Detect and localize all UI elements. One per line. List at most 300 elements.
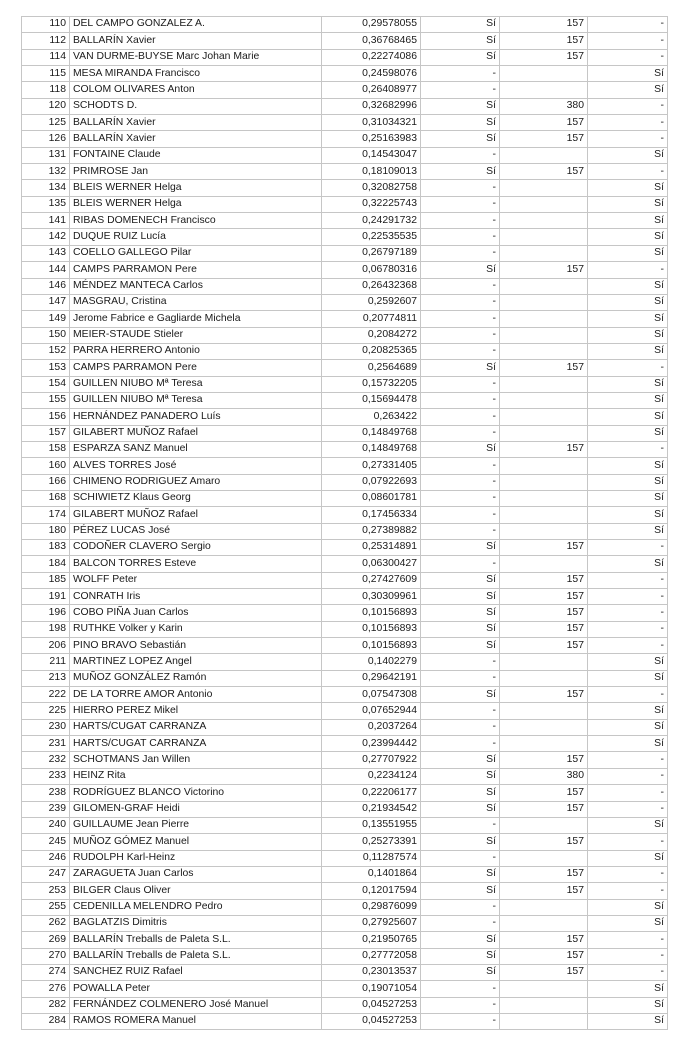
cell-name: HARTS/CUGAT CARRANZA — [70, 736, 322, 752]
cell-name: SCHOTMANS Jan Willen — [70, 752, 322, 768]
table-row — [22, 98, 668, 114]
cell-flag-a: - — [421, 82, 500, 98]
cell-id: 213 — [22, 670, 70, 686]
cell-value: 0,27389882 — [322, 523, 421, 539]
cell-code — [500, 294, 588, 310]
table-row — [22, 834, 668, 850]
table-row — [22, 1013, 668, 1029]
cell-value: 0,24291732 — [322, 213, 421, 229]
cell-name: BLEIS WERNER Helga — [70, 196, 322, 212]
cell-value: 0,22206177 — [322, 785, 421, 801]
cell-flag-a: - — [421, 1013, 500, 1029]
cell-name: GILABERT MUÑOZ Rafael — [70, 507, 322, 523]
table-row — [22, 327, 668, 343]
cell-flag-b: Sí — [588, 245, 668, 261]
cell-name: HEINZ Rita — [70, 768, 322, 784]
cell-flag-a: - — [421, 981, 500, 997]
cell-name: PINO BRAVO Sebastián — [70, 638, 322, 654]
cell-flag-a: - — [421, 556, 500, 572]
cell-id: 225 — [22, 703, 70, 719]
cell-flag-b: - — [588, 687, 668, 703]
cell-name: GILABERT MUÑOZ Rafael — [70, 425, 322, 441]
cell-id: 247 — [22, 866, 70, 882]
cell-value: 0,21950765 — [322, 932, 421, 948]
cell-flag-b: Sí — [588, 490, 668, 506]
cell-name: MÉNDEZ MANTECA Carlos — [70, 278, 322, 294]
cell-value: 0,31034321 — [322, 115, 421, 131]
cell-code — [500, 196, 588, 212]
cell-id: 196 — [22, 605, 70, 621]
cell-value: 0,1401864 — [322, 866, 421, 882]
cell-value: 0,36768465 — [322, 33, 421, 49]
cell-name: PÉREZ LUCAS José — [70, 523, 322, 539]
cell-value: 0,27427609 — [322, 572, 421, 588]
cell-flag-a: Sí — [421, 164, 500, 180]
cell-code — [500, 670, 588, 686]
cell-code: 157 — [500, 932, 588, 948]
cell-id: 222 — [22, 687, 70, 703]
cell-code: 157 — [500, 948, 588, 964]
cell-value: 0,29876099 — [322, 899, 421, 915]
cell-name: BALLARÍN Xavier — [70, 33, 322, 49]
table-row — [22, 981, 668, 997]
cell-flag-b: - — [588, 866, 668, 882]
cell-flag-a: - — [421, 507, 500, 523]
cell-value: 0,13551955 — [322, 817, 421, 833]
cell-value: 0,27707922 — [322, 752, 421, 768]
cell-code: 157 — [500, 540, 588, 556]
cell-flag-a: Sí — [421, 589, 500, 605]
cell-name: SANCHEZ RUIZ Rafael — [70, 964, 322, 980]
cell-flag-b: Sí — [588, 997, 668, 1013]
cell-name: BALLARÍN Treballs de Paleta S.L. — [70, 932, 322, 948]
cell-flag-a: - — [421, 229, 500, 245]
table-row — [22, 670, 668, 686]
cell-code — [500, 654, 588, 670]
cell-flag-b: Sí — [588, 1013, 668, 1029]
cell-id: 158 — [22, 441, 70, 457]
cell-value: 0,23994442 — [322, 736, 421, 752]
cell-code: 157 — [500, 131, 588, 147]
cell-name: ESPARZA SANZ Manuel — [70, 441, 322, 457]
table-row — [22, 523, 668, 539]
cell-id: 270 — [22, 948, 70, 964]
cell-id: 253 — [22, 883, 70, 899]
cell-flag-b: Sí — [588, 229, 668, 245]
cell-flag-a: - — [421, 523, 500, 539]
cell-name: HARTS/CUGAT CARRANZA — [70, 719, 322, 735]
cell-name: SCHODTS D. — [70, 98, 322, 114]
cell-code: 157 — [500, 572, 588, 588]
cell-code: 157 — [500, 49, 588, 65]
cell-name: BAGLATZIS Dimitris — [70, 915, 322, 931]
cell-name: GUILLEN NIUBO Mª Teresa — [70, 376, 322, 392]
cell-flag-b: Sí — [588, 523, 668, 539]
cell-name: MASGRAU, Cristina — [70, 294, 322, 310]
cell-id: 112 — [22, 33, 70, 49]
cell-value: 0,1402279 — [322, 654, 421, 670]
cell-flag-a: Sí — [421, 33, 500, 49]
cell-id: 239 — [22, 801, 70, 817]
cell-id: 125 — [22, 115, 70, 131]
cell-name: RIBAS DOMENECH Francisco — [70, 213, 322, 229]
table-row — [22, 343, 668, 359]
cell-name: CONRATH Iris — [70, 589, 322, 605]
cell-code: 157 — [500, 262, 588, 278]
table-row — [22, 164, 668, 180]
cell-flag-b: Sí — [588, 654, 668, 670]
cell-flag-a: Sí — [421, 17, 500, 33]
cell-flag-a: - — [421, 490, 500, 506]
cell-value: 0,25273391 — [322, 834, 421, 850]
cell-code: 380 — [500, 768, 588, 784]
cell-name: COLOM OLIVARES Anton — [70, 82, 322, 98]
cell-flag-b: - — [588, 932, 668, 948]
table-row — [22, 932, 668, 948]
cell-code — [500, 66, 588, 82]
cell-id: 166 — [22, 474, 70, 490]
cell-code — [500, 82, 588, 98]
cell-value: 0,14849768 — [322, 441, 421, 457]
table-row — [22, 474, 668, 490]
cell-flag-a: Sí — [421, 883, 500, 899]
cell-code: 157 — [500, 441, 588, 457]
cell-name: COBO PIÑA Juan Carlos — [70, 605, 322, 621]
cell-id: 144 — [22, 262, 70, 278]
cell-value: 0,25163983 — [322, 131, 421, 147]
table-row — [22, 262, 668, 278]
table-row — [22, 49, 668, 65]
cell-value: 0,2037264 — [322, 719, 421, 735]
cell-name: FERNÁNDEZ COLMENERO José Manuel — [70, 997, 322, 1013]
table-row — [22, 540, 668, 556]
cell-id: 132 — [22, 164, 70, 180]
table-row — [22, 392, 668, 408]
table-row — [22, 768, 668, 784]
cell-flag-a: - — [421, 66, 500, 82]
cell-value: 0,10156893 — [322, 621, 421, 637]
cell-id: 240 — [22, 817, 70, 833]
cell-flag-a: Sí — [421, 360, 500, 376]
cell-code — [500, 736, 588, 752]
cell-code — [500, 343, 588, 359]
table-row — [22, 409, 668, 425]
cell-flag-a: - — [421, 670, 500, 686]
cell-id: 110 — [22, 17, 70, 33]
cell-code — [500, 523, 588, 539]
cell-value: 0,10156893 — [322, 638, 421, 654]
table-row — [22, 785, 668, 801]
cell-flag-a: Sí — [421, 866, 500, 882]
cell-flag-a: - — [421, 311, 500, 327]
cell-name: CODOÑER CLAVERO Sergio — [70, 540, 322, 556]
cell-id: 245 — [22, 834, 70, 850]
table-row — [22, 180, 668, 196]
cell-id: 135 — [22, 196, 70, 212]
cell-code: 157 — [500, 801, 588, 817]
cell-value: 0,32682996 — [322, 98, 421, 114]
cell-flag-b: - — [588, 589, 668, 605]
cell-name: PRIMROSE Jan — [70, 164, 322, 180]
cell-flag-a: - — [421, 817, 500, 833]
cell-id: 282 — [22, 997, 70, 1013]
cell-flag-b: - — [588, 785, 668, 801]
table-row — [22, 490, 668, 506]
cell-code — [500, 817, 588, 833]
table-row — [22, 294, 668, 310]
cell-flag-b: - — [588, 752, 668, 768]
table-row — [22, 703, 668, 719]
cell-name: BLEIS WERNER Helga — [70, 180, 322, 196]
table-row — [22, 66, 668, 82]
cell-value: 0,20774811 — [322, 311, 421, 327]
table-row — [22, 621, 668, 637]
cell-id: 141 — [22, 213, 70, 229]
cell-flag-a: Sí — [421, 948, 500, 964]
cell-name: MESA MIRANDA Francisco — [70, 66, 322, 82]
table-row — [22, 507, 668, 523]
cell-code — [500, 245, 588, 261]
cell-flag-b: - — [588, 948, 668, 964]
cell-flag-b: Sí — [588, 703, 668, 719]
cell-code: 380 — [500, 98, 588, 114]
cell-name: BILGER Claus Oliver — [70, 883, 322, 899]
cell-flag-b: - — [588, 883, 668, 899]
cell-name: RUDOLPH Karl-Heinz — [70, 850, 322, 866]
cell-id: 232 — [22, 752, 70, 768]
cell-name: GUILLEN NIUBO Mª Teresa — [70, 392, 322, 408]
data-table — [21, 16, 668, 1030]
cell-flag-b: Sí — [588, 850, 668, 866]
cell-id: 174 — [22, 507, 70, 523]
cell-name: CHIMENO RODRIGUEZ Amaro — [70, 474, 322, 490]
cell-code: 157 — [500, 33, 588, 49]
cell-code — [500, 213, 588, 229]
cell-id: 233 — [22, 768, 70, 784]
cell-code: 157 — [500, 866, 588, 882]
cell-id: 126 — [22, 131, 70, 147]
cell-id: 147 — [22, 294, 70, 310]
cell-name: CEDENILLA MELENDRO Pedro — [70, 899, 322, 915]
table-body — [22, 17, 668, 1030]
cell-flag-b: Sí — [588, 376, 668, 392]
cell-code — [500, 327, 588, 343]
cell-flag-a: - — [421, 147, 500, 163]
cell-code — [500, 507, 588, 523]
cell-flag-b: Sí — [588, 425, 668, 441]
cell-value: 0,25314891 — [322, 540, 421, 556]
cell-value: 0,2234124 — [322, 768, 421, 784]
cell-code: 157 — [500, 115, 588, 131]
cell-flag-b: Sí — [588, 66, 668, 82]
cell-id: 153 — [22, 360, 70, 376]
cell-id: 185 — [22, 572, 70, 588]
cell-flag-b: Sí — [588, 327, 668, 343]
cell-name: COELLO GALLEGO Pilar — [70, 245, 322, 261]
cell-flag-b: - — [588, 17, 668, 33]
cell-flag-b: - — [588, 801, 668, 817]
table-row — [22, 147, 668, 163]
cell-value: 0,06780316 — [322, 262, 421, 278]
cell-name: FONTAINE Claude — [70, 147, 322, 163]
cell-name: HIERRO PEREZ Mikel — [70, 703, 322, 719]
cell-value: 0,263422 — [322, 409, 421, 425]
table-row — [22, 131, 668, 147]
table-row — [22, 196, 668, 212]
table-row — [22, 458, 668, 474]
cell-flag-a: - — [421, 409, 500, 425]
cell-id: 255 — [22, 899, 70, 915]
cell-id: 115 — [22, 66, 70, 82]
cell-flag-a: - — [421, 915, 500, 931]
cell-flag-b: - — [588, 115, 668, 131]
cell-flag-b: - — [588, 605, 668, 621]
cell-code — [500, 392, 588, 408]
cell-code: 157 — [500, 360, 588, 376]
cell-id: 230 — [22, 719, 70, 735]
cell-code: 157 — [500, 785, 588, 801]
cell-id: 269 — [22, 932, 70, 948]
table-row — [22, 115, 668, 131]
cell-code — [500, 229, 588, 245]
cell-name: PARRA HERRERO Antonio — [70, 343, 322, 359]
cell-flag-b: Sí — [588, 409, 668, 425]
cell-flag-a: Sí — [421, 262, 500, 278]
cell-id: 156 — [22, 409, 70, 425]
cell-name: DE LA TORRE AMOR Antonio — [70, 687, 322, 703]
cell-name: BALLARÍN Xavier — [70, 115, 322, 131]
cell-code — [500, 719, 588, 735]
cell-id: 134 — [22, 180, 70, 196]
cell-code — [500, 376, 588, 392]
cell-value: 0,30309961 — [322, 589, 421, 605]
table-row — [22, 229, 668, 245]
table-row — [22, 964, 668, 980]
cell-id: 183 — [22, 540, 70, 556]
cell-name: GILOMEN-GRAF Heidi — [70, 801, 322, 817]
cell-flag-a: Sí — [421, 964, 500, 980]
table-row — [22, 17, 668, 33]
cell-flag-a: - — [421, 278, 500, 294]
cell-flag-a: - — [421, 376, 500, 392]
cell-value: 0,22274086 — [322, 49, 421, 65]
cell-value: 0,19071054 — [322, 981, 421, 997]
cell-id: 154 — [22, 376, 70, 392]
table-row — [22, 33, 668, 49]
cell-flag-a: Sí — [421, 785, 500, 801]
cell-code — [500, 458, 588, 474]
cell-flag-a: - — [421, 327, 500, 343]
cell-value: 0,23013537 — [322, 964, 421, 980]
cell-flag-b: - — [588, 572, 668, 588]
cell-flag-a: Sí — [421, 98, 500, 114]
cell-flag-a: - — [421, 654, 500, 670]
cell-value: 0,10156893 — [322, 605, 421, 621]
cell-name: MUÑOZ GONZÁLEZ Ramón — [70, 670, 322, 686]
table-row — [22, 866, 668, 882]
cell-id: 160 — [22, 458, 70, 474]
cell-name: DUQUE RUIZ Lucía — [70, 229, 322, 245]
cell-code — [500, 311, 588, 327]
cell-name: RODRÍGUEZ BLANCO Victorino — [70, 785, 322, 801]
cell-flag-b: Sí — [588, 915, 668, 931]
cell-flag-a: Sí — [421, 834, 500, 850]
cell-value: 0,07547308 — [322, 687, 421, 703]
table-row — [22, 997, 668, 1013]
cell-flag-a: - — [421, 997, 500, 1013]
table-row — [22, 801, 668, 817]
cell-flag-a: Sí — [421, 441, 500, 457]
cell-flag-a: - — [421, 392, 500, 408]
cell-flag-b: Sí — [588, 311, 668, 327]
cell-flag-a: Sí — [421, 540, 500, 556]
cell-name: VAN DURME-BUYSE Marc Johan Marie — [70, 49, 322, 65]
cell-flag-a: Sí — [421, 801, 500, 817]
cell-flag-b: Sí — [588, 294, 668, 310]
cell-flag-b: - — [588, 262, 668, 278]
cell-name: RAMOS ROMERA Manuel — [70, 1013, 322, 1029]
cell-name: POWALLA Peter — [70, 981, 322, 997]
cell-value: 0,22535535 — [322, 229, 421, 245]
cell-id: 155 — [22, 392, 70, 408]
cell-id: 246 — [22, 850, 70, 866]
cell-flag-a: - — [421, 180, 500, 196]
cell-code — [500, 981, 588, 997]
cell-flag-a: Sí — [421, 621, 500, 637]
cell-name: ALVES TORRES José — [70, 458, 322, 474]
cell-flag-b: Sí — [588, 82, 668, 98]
cell-flag-b: - — [588, 638, 668, 654]
cell-flag-a: - — [421, 736, 500, 752]
cell-id: 276 — [22, 981, 70, 997]
cell-value: 0,17456334 — [322, 507, 421, 523]
table-row — [22, 817, 668, 833]
cell-flag-a: Sí — [421, 687, 500, 703]
cell-name: MUÑOZ GÓMEZ Manuel — [70, 834, 322, 850]
cell-code — [500, 899, 588, 915]
cell-flag-b: Sí — [588, 507, 668, 523]
cell-code: 157 — [500, 687, 588, 703]
cell-name: WOLFF Peter — [70, 572, 322, 588]
cell-code: 157 — [500, 883, 588, 899]
cell-id: 120 — [22, 98, 70, 114]
cell-id: 231 — [22, 736, 70, 752]
cell-flag-a: Sí — [421, 605, 500, 621]
cell-flag-a: - — [421, 294, 500, 310]
table-row — [22, 441, 668, 457]
cell-flag-a: - — [421, 458, 500, 474]
cell-id: 191 — [22, 589, 70, 605]
cell-value: 0,04527253 — [322, 997, 421, 1013]
cell-flag-a: - — [421, 196, 500, 212]
table-row — [22, 687, 668, 703]
table-row — [22, 360, 668, 376]
cell-flag-a: Sí — [421, 752, 500, 768]
cell-value: 0,27331405 — [322, 458, 421, 474]
cell-name: MARTINEZ LOPEZ Angel — [70, 654, 322, 670]
cell-code: 157 — [500, 589, 588, 605]
cell-id: 168 — [22, 490, 70, 506]
table-row — [22, 425, 668, 441]
cell-code: 157 — [500, 17, 588, 33]
cell-flag-b: - — [588, 360, 668, 376]
cell-value: 0,11287574 — [322, 850, 421, 866]
cell-value: 0,29578055 — [322, 17, 421, 33]
cell-value: 0,14543047 — [322, 147, 421, 163]
cell-value: 0,32225743 — [322, 196, 421, 212]
cell-value: 0,21934542 — [322, 801, 421, 817]
cell-name: CAMPS PARRAMON Pere — [70, 360, 322, 376]
